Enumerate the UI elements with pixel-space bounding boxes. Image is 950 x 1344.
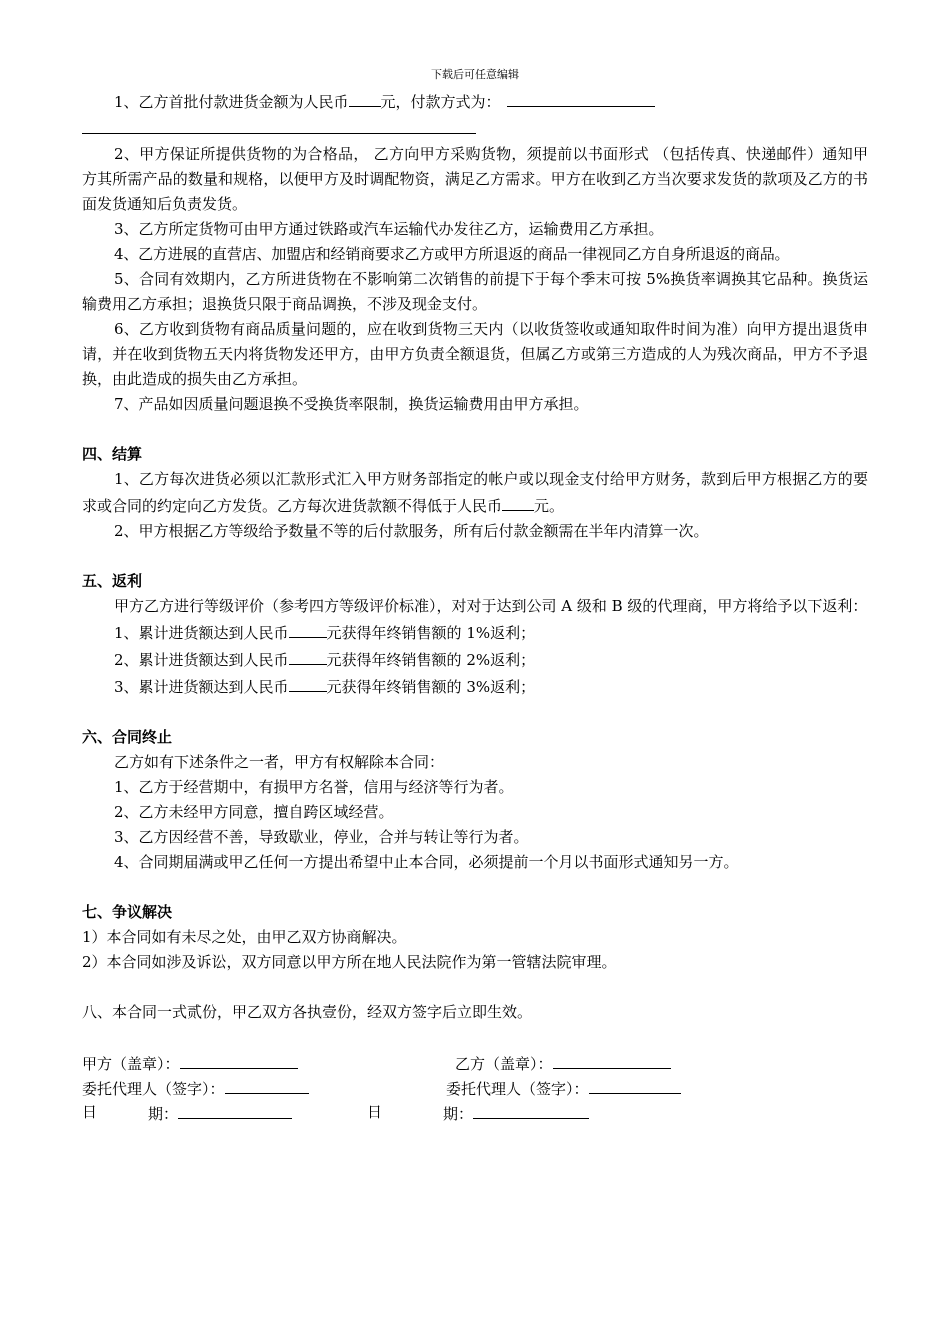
dispute-item-1: 1）本合同如有未尽之处，由甲乙双方协商解决。: [82, 928, 407, 946]
party-b-agent-blank: [589, 1075, 681, 1094]
payment-method-blank-line: [82, 115, 868, 142]
section-title-rebate: 五、返利: [82, 572, 143, 590]
rebate-blank-3: [289, 673, 327, 692]
termination-intro: 乙方如有下述条件之一者，甲方有权解除本合同：: [114, 753, 445, 771]
amount-blank: [349, 88, 381, 107]
clause-item-1: 1、乙方首批付款进货金额为人民币 元，付款方式为：: [82, 88, 868, 115]
dispute-item-2: 2）本合同如涉及诉讼，双方同意以甲方所在地人民法院作为第一管辖法院审理。: [82, 953, 617, 971]
section-title-settlement: 四、结算: [82, 445, 143, 463]
party-b-seal-blank: [553, 1050, 671, 1069]
contract-body: [82, 88, 868, 1125]
party-b-date-blank: [473, 1100, 589, 1119]
signature-row-seal: [82, 1050, 868, 1075]
rebate-item-2: 2、累计进货额达到人民币 元获得年终销售额的 2%返利；: [82, 646, 868, 673]
payment-method-blank: [507, 88, 655, 107]
party-a-date: 期：: [148, 1100, 292, 1127]
party-b-date: 期：: [443, 1100, 589, 1127]
party-b-seal: 乙方（盖章）：: [455, 1050, 671, 1077]
rebate-blank-1: [289, 619, 327, 638]
section-8-effectiveness: 八、本合同一式贰份，甲乙双方各执壹份，经双方签字后立即生效。: [82, 1003, 533, 1021]
rebate-item-1: 1、累计进货额达到人民币 元获得年终销售额的 1%返利；: [82, 619, 868, 646]
clause-item-2: 2、甲方保证所提供货物的为合格品， 乙方向甲方采购货物，须提前以书面形式 （包括传真、快递邮件）通知甲方其所需产品的数量和规格，以便甲方及时调配物资，满足乙方需求。甲方在收到乙方当次要求发货的款项及乙方的书面发货通知后负责发货。: [82, 145, 868, 213]
termination-item-3: 3、乙方因经营不善，导致歇业，停业，合并与转让等行为者。: [114, 828, 529, 846]
section-title-termination: 六、合同终止: [82, 728, 173, 746]
settlement-clause-2: 2、甲方根据乙方等级给予数量不等的后付款服务，所有后付款金额需在半年内清算一次。: [114, 522, 709, 540]
party-a-seal: 甲方（盖章）：: [82, 1050, 298, 1077]
termination-item-2: 2、乙方未经甲方同意，擅自跨区域经营。: [114, 803, 394, 821]
page-header: 下载后可任意编辑: [431, 68, 519, 81]
clause-item-5: 5、合同有效期内，乙方所进货物在不影响第二次销售的前提下于每个季末可按 5%换货率调换其它品种。换货运输费用乙方承担；退换货只限于商品调换，不涉及现金支付。: [82, 270, 868, 313]
termination-item-4: 4、合同期届满或甲乙任何一方提出希望中止本合同，必须提前一个月以书面形式通知另一方。: [114, 853, 739, 871]
party-a-seal-blank: [180, 1050, 298, 1069]
party-b-date-label-1: 日: [367, 1103, 383, 1121]
clause-item-6: 6、乙方收到货物有商品质量问题的，应在收到货物三天内（以收货签收或通知取件时间为准）向甲方提出退货申请，并在收到货物五天内将货物发还甲方，由甲方负责全额退货，但属乙方或第三方造成的人为残次商品，甲方不予退换，由此造成的损失由乙方承担。: [82, 320, 868, 388]
clause-item-4: 4、乙方进展的直营店、加盟店和经销商要求乙方或甲方所退返的商品一律视同乙方自身所退返的商品。: [114, 245, 790, 263]
signature-row-agent: [82, 1075, 868, 1100]
signature-row-date: [82, 1100, 868, 1125]
party-a-agent: 委托代理人（签字）：: [82, 1075, 309, 1102]
section-title-dispute: 七、争议解决: [82, 903, 173, 921]
party-a-date-blank: [178, 1100, 292, 1119]
party-b-agent: 委托代理人（签字）：: [446, 1075, 681, 1102]
rebate-item-3: 3、累计进货额达到人民币 元获得年终销售额的 3%返利；: [82, 673, 868, 700]
settlement-clause-1: 1、乙方每次进货必须以汇款形式汇入甲方财务部指定的帐户或以现金支付给甲方财务，款到后甲方根据乙方的要求或合同的约定向乙方发货。乙方每次进货款额不得低于人民币 元。: [82, 470, 868, 515]
rebate-blank-2: [289, 646, 327, 665]
rebate-intro: 甲方乙方进行等级评价（参考四方等级评价标准），对对于达到公司 A 级和 B 级的代理商，甲方将给予以下返利：: [114, 597, 868, 615]
clause-item-3: 3、乙方所定货物可由甲方通过铁路或汽车运输代办发往乙方，运输费用乙方承担。: [114, 220, 664, 238]
party-a-agent-blank: [225, 1075, 309, 1094]
min-amount-blank: [502, 492, 534, 511]
clause-item-7: 7、产品如因质量问题退换不受换货率限制，换货运输费用由甲方承担。: [114, 395, 589, 413]
party-a-date-label-1: 日: [82, 1103, 98, 1121]
termination-item-1: 1、乙方于经营期中，有损甲方名誉，信用与经济等行为者。: [114, 778, 514, 796]
